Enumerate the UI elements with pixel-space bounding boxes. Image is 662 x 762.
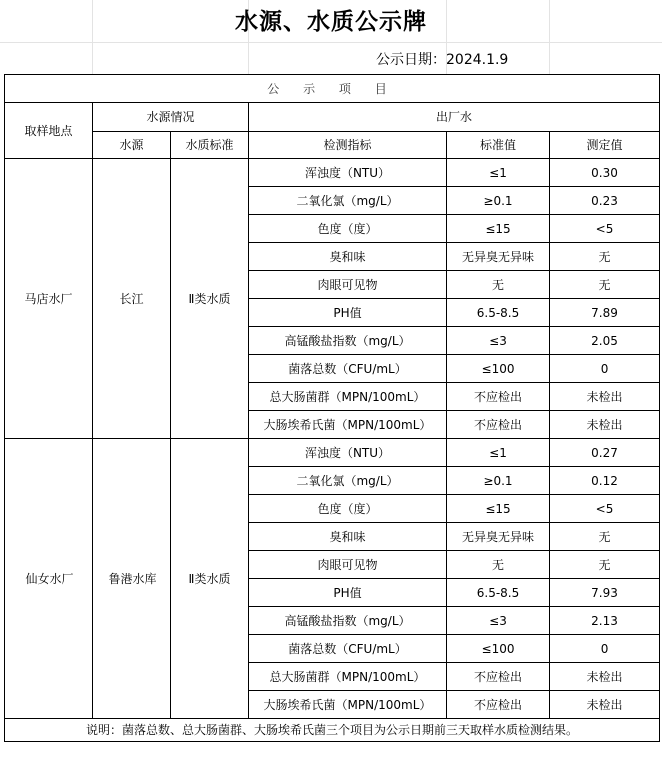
- standard-value: ≤3: [447, 327, 550, 355]
- measured-value: 7.93: [550, 579, 660, 607]
- indicator: 臭和味: [249, 523, 447, 551]
- indicator: 肉眼可见物: [249, 551, 447, 579]
- standard-value: 6.5-8.5: [447, 299, 550, 327]
- page-title: 水源、水质公示牌: [235, 9, 427, 35]
- quality-standard: Ⅱ类水质: [171, 439, 249, 719]
- standard-value: 不应检出: [447, 411, 550, 439]
- indicator: 色度（度）: [249, 215, 447, 243]
- indicator: 大肠埃希氏菌（MPN/100mL）: [249, 411, 447, 439]
- measured-value: 0: [550, 635, 660, 663]
- header-standard-value: 标准值: [447, 132, 550, 159]
- standard-value: ≥0.1: [447, 187, 550, 215]
- standard-value: 无异臭无异味: [447, 523, 550, 551]
- measured-value: <5: [550, 495, 660, 523]
- header-water-source-situation: 水源情况: [93, 103, 249, 132]
- water-source: 鲁港水库: [93, 439, 171, 719]
- indicator: 大肠埃希氏菌（MPN/100mL）: [249, 691, 447, 719]
- standard-value: 无异臭无异味: [447, 243, 550, 271]
- measured-value: 0.23: [550, 187, 660, 215]
- measured-value: 未检出: [550, 663, 660, 691]
- standard-value: 无: [447, 271, 550, 299]
- footnote: 说明：菌落总数、总大肠菌群、大肠埃希氏菌三个项目为公示日期前三天取样水质检测结果。: [5, 719, 660, 742]
- indicator: 高锰酸盐指数（mg/L）: [249, 607, 447, 635]
- measured-value: 无: [550, 551, 660, 579]
- publish-date: 公示日期：2024.1.9: [376, 52, 509, 68]
- indicator: 色度（度）: [249, 495, 447, 523]
- measured-value: 未检出: [550, 411, 660, 439]
- sampling-site: 仙女水厂: [5, 439, 93, 719]
- indicator: 菌落总数（CFU/mL）: [249, 635, 447, 663]
- indicator: PH值: [249, 579, 447, 607]
- standard-value: ≥0.1: [447, 467, 550, 495]
- measured-value: 未检出: [550, 383, 660, 411]
- indicator: 臭和味: [249, 243, 447, 271]
- header-outlet-water: 出厂水: [249, 103, 660, 132]
- standard-value: 不应检出: [447, 383, 550, 411]
- header-row-2: [5, 132, 660, 159]
- indicator: 高锰酸盐指数（mg/L）: [249, 327, 447, 355]
- standard-value: 6.5-8.5: [447, 579, 550, 607]
- indicator: 浑浊度（NTU）: [249, 159, 447, 187]
- measured-value: 7.89: [550, 299, 660, 327]
- water-quality-table: [4, 74, 660, 742]
- section-row: [5, 75, 660, 103]
- measured-value: 0.12: [550, 467, 660, 495]
- measured-value: 0.30: [550, 159, 660, 187]
- measured-value: <5: [550, 215, 660, 243]
- measured-value: 2.05: [550, 327, 660, 355]
- measured-value: 未检出: [550, 691, 660, 719]
- standard-value: ≤1: [447, 159, 550, 187]
- indicator: 二氧化氯（mg/L）: [249, 187, 447, 215]
- measured-value: 0: [550, 355, 660, 383]
- standard-value: 不应检出: [447, 663, 550, 691]
- header-sampling-site: 取样地点: [5, 103, 93, 159]
- standard-value: ≤1: [447, 439, 550, 467]
- indicator: 总大肠菌群（MPN/100mL）: [249, 663, 447, 691]
- grid-line: [0, 42, 662, 43]
- indicator: 总大肠菌群（MPN/100mL）: [249, 383, 447, 411]
- quality-standard: Ⅱ类水质: [171, 159, 249, 439]
- water-source: 长江: [93, 159, 171, 439]
- measured-value: 无: [550, 271, 660, 299]
- indicator: 浑浊度（NTU）: [249, 439, 447, 467]
- table-row: [5, 159, 660, 187]
- header-water-source: 水源: [93, 132, 171, 159]
- header-indicator: 检测指标: [249, 132, 447, 159]
- measured-value: 2.13: [550, 607, 660, 635]
- standard-value: 无: [447, 551, 550, 579]
- header-quality-standard: 水质标准: [171, 132, 249, 159]
- sampling-site: 马店水厂: [5, 159, 93, 439]
- standard-value: ≤100: [447, 635, 550, 663]
- standard-value: ≤3: [447, 607, 550, 635]
- measured-value: 无: [550, 243, 660, 271]
- header-measured-value: 测定值: [550, 132, 660, 159]
- standard-value: ≤100: [447, 355, 550, 383]
- section-title: 公 示 项 目: [5, 75, 660, 103]
- header-row-1: [5, 103, 660, 132]
- measured-value: 0.27: [550, 439, 660, 467]
- standard-value: 不应检出: [447, 691, 550, 719]
- table-row: [5, 439, 660, 467]
- indicator: 肉眼可见物: [249, 271, 447, 299]
- indicator: 菌落总数（CFU/mL）: [249, 355, 447, 383]
- note-row: [5, 719, 660, 742]
- standard-value: ≤15: [447, 215, 550, 243]
- indicator: 二氧化氯（mg/L）: [249, 467, 447, 495]
- measured-value: 无: [550, 523, 660, 551]
- indicator: PH值: [249, 299, 447, 327]
- standard-value: ≤15: [447, 495, 550, 523]
